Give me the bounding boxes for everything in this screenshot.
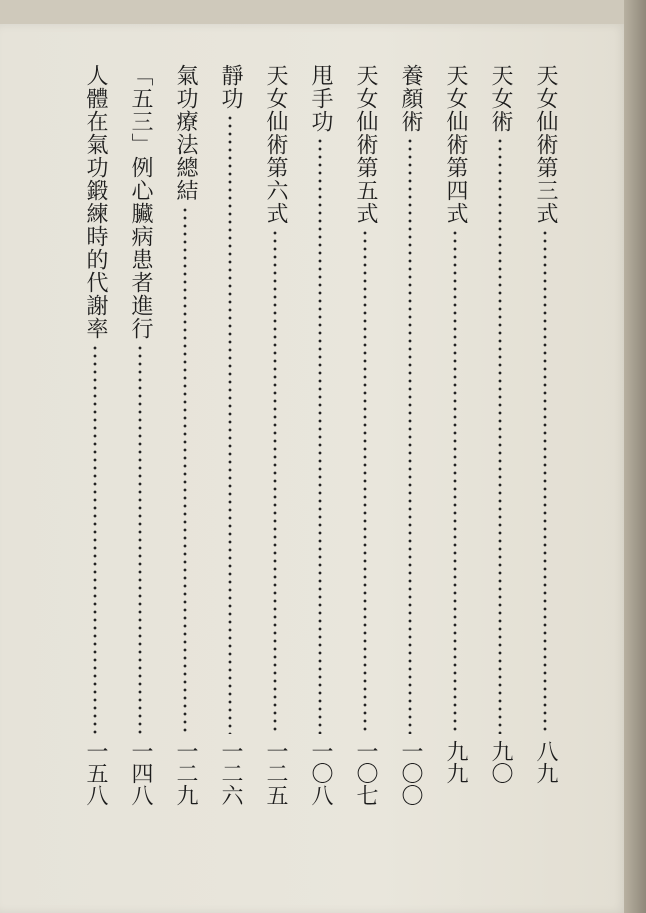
toc-entry-page-number: 九九 xyxy=(443,740,468,784)
toc-entry xyxy=(442,64,468,824)
toc-entry-page-number: 一〇〇 xyxy=(398,740,423,806)
toc-entry xyxy=(172,64,198,824)
toc-entry-title: 天女仙術第四式 xyxy=(443,64,468,225)
toc-entry xyxy=(487,64,513,824)
dot-leader xyxy=(543,229,547,734)
toc-entry-title: 天女術 xyxy=(488,64,513,133)
toc-entry-page-number: 一二九 xyxy=(173,740,198,806)
toc-entry-page-number: 一四八 xyxy=(128,740,153,806)
toc-entry-page-number: 一〇八 xyxy=(308,740,333,806)
dot-leader xyxy=(318,137,322,734)
dot-leader xyxy=(183,206,187,734)
dot-leader xyxy=(93,344,97,734)
dot-leader xyxy=(453,229,457,734)
toc-entry xyxy=(532,64,558,824)
toc-entry-title: 人體在氣功鍛練時的代謝率 xyxy=(83,64,108,340)
dot-leader xyxy=(273,229,277,734)
page-edge-shadow xyxy=(624,0,646,913)
toc-entry-page-number: 一二五 xyxy=(263,740,288,806)
toc-entry-page-number: 八九 xyxy=(533,740,558,784)
toc-entry-title: 天女仙術第三式 xyxy=(533,64,558,225)
table-of-contents xyxy=(82,64,558,824)
toc-entry xyxy=(217,64,243,824)
toc-entry xyxy=(397,64,423,824)
dot-leader xyxy=(408,137,412,734)
toc-entry xyxy=(82,64,108,824)
toc-entry-title: 靜功 xyxy=(218,64,243,110)
toc-entry xyxy=(352,64,378,824)
toc-entry-title: 天女仙術第五式 xyxy=(353,64,378,225)
toc-entry-page-number: 九〇 xyxy=(488,740,513,784)
dot-leader xyxy=(498,137,502,734)
toc-entry xyxy=(307,64,333,824)
toc-entry xyxy=(262,64,288,824)
toc-entry-title: 天女仙術第六式 xyxy=(263,64,288,225)
toc-entry-title: 氣功療法總結 xyxy=(173,64,198,202)
toc-entry xyxy=(127,64,153,824)
toc-entry-page-number: 一〇七 xyxy=(353,740,378,806)
toc-entry-title: 「五三」例心臟病患者進行 xyxy=(128,64,153,340)
toc-entry-title: 養顏術 xyxy=(398,64,423,133)
toc-entry-title: 甩手功 xyxy=(308,64,333,133)
toc-entry-page-number: 一二六 xyxy=(218,740,243,806)
dot-leader xyxy=(138,344,142,734)
dot-leader xyxy=(363,229,367,734)
dot-leader xyxy=(228,114,232,734)
toc-entry-page-number: 一五八 xyxy=(83,740,108,806)
